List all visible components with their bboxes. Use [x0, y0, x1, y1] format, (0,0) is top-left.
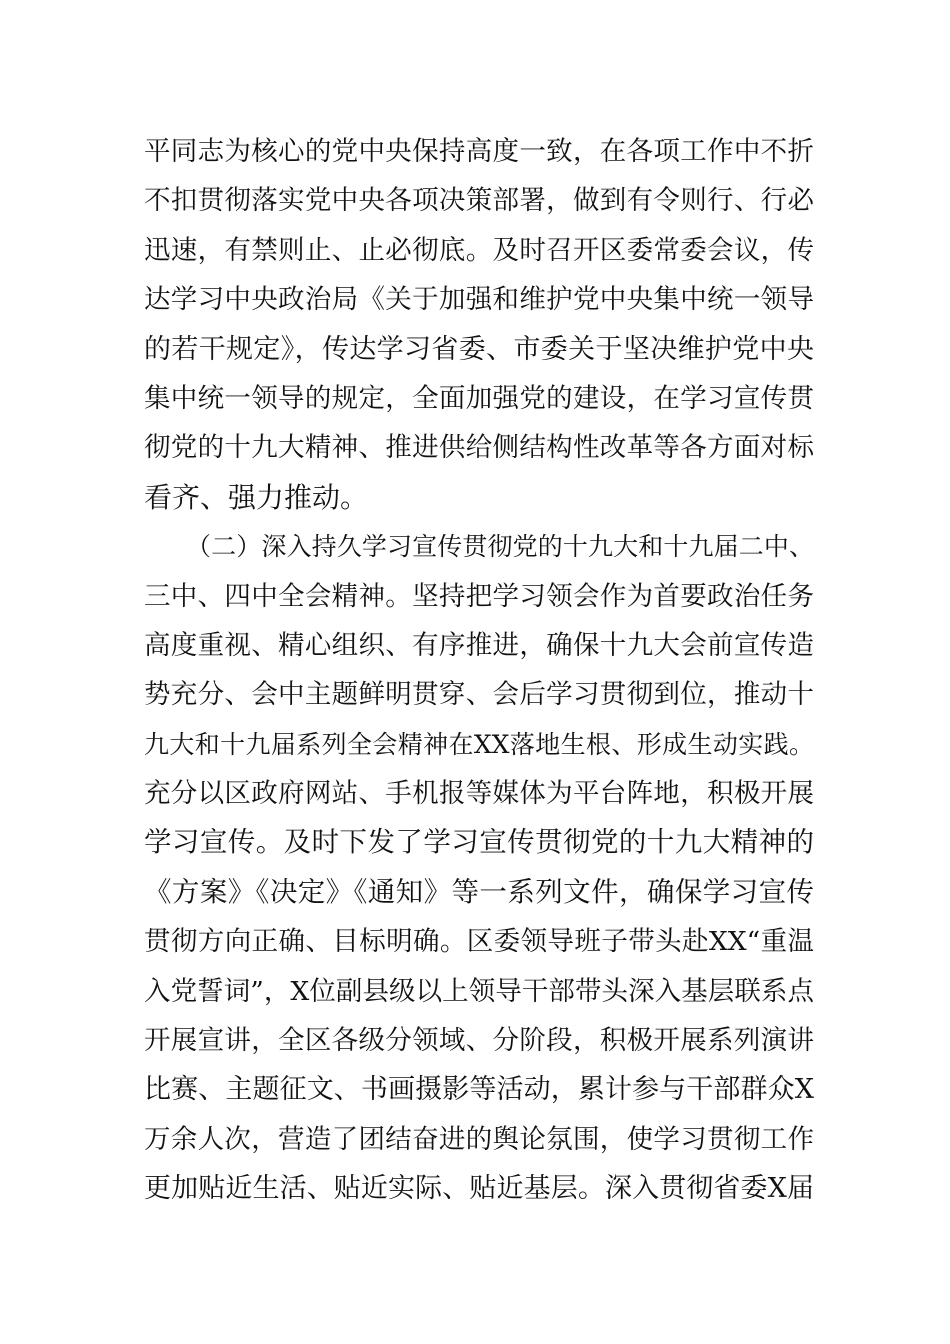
text-line: 迅速，有禁则止、止必彻底。及时召开区委常委会议，传 [144, 234, 814, 266]
text-line: 高度重视、精心组织、有序推进，确保十九大会前宣传造 [144, 629, 814, 661]
text-line: 充分以区政府网站、手机报等媒体为平台阵地，积极开展 [144, 778, 814, 810]
text-line: 《方案》《决定》《通知》等一系列文件，确保学习宣传 [144, 875, 814, 908]
text-line: 集中统一领导的规定，全面加强党的建设，在学习宣传贯 [144, 382, 814, 414]
text-line: 入党誓词”，X位副县级以上领导干部带头深入基层联系点 [144, 975, 814, 1007]
text-line: 看齐、强力推动。 [144, 480, 369, 514]
text-line: 彻党的十九大精神、推进供给侧结构性改革等各方面对标 [144, 432, 814, 464]
text-line: （二）深入持久学习宣传贯彻党的十九大和十九届二中、 [186, 532, 814, 562]
text-line: 三中、四中全会精神。坚持把学习领会作为首要政治任务 [144, 580, 814, 612]
text-line: 比赛、主题征文、书画摄影等活动，累计参与干部群众X [144, 1074, 814, 1106]
text-line: 万余人次，营造了团结奋进的舆论氛围，使学习贯彻工作 [144, 1123, 814, 1155]
text-line: 不扣贯彻落实党中央各项决策部署，做到有令则行、行必 [144, 185, 814, 217]
text-line: 开展宣讲，全区各级分领域、分阶段，积极开展系列演讲 [144, 1025, 814, 1057]
text-line: 九大和十九届系列全会精神在XX落地生根、形成生动实践。 [144, 729, 814, 759]
text-line: 平同志为核心的党中央保持高度一致，在各项工作中不折 [144, 136, 814, 167]
text-line: 达学习中央政治局《关于加强和维护党中央集中统一领导 [144, 284, 814, 316]
text-line: 学习宣传。及时下发了学习宣传贯彻党的十九大精神的 [144, 826, 814, 859]
text-line: 更加贴近生活、贴近实际、贴近基层。深入贯彻省委X届 [144, 1173, 814, 1205]
body-text [144, 127, 814, 1214]
text-line: 的若干规定》，传达学习省委、市委关于坚决维护党中央 [144, 333, 814, 365]
text-line: 贯彻方向正确、目标明确。区委领导班子带头赴XX“重温 [144, 926, 814, 958]
text-line: 势充分、会中主题鲜明贯穿、会后学习贯彻到位，推动十 [144, 679, 814, 711]
